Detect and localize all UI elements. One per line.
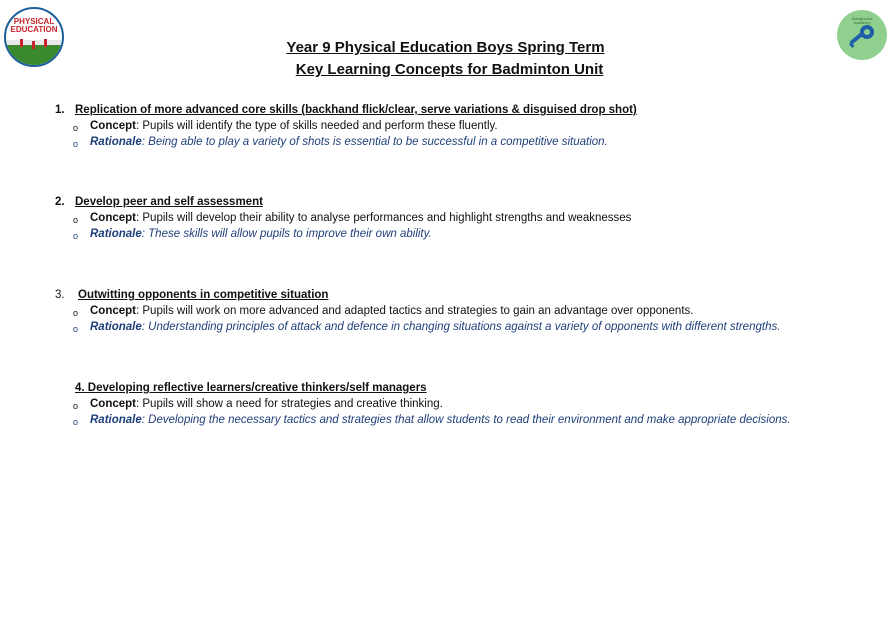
section-heading: Develop peer and self assessment bbox=[75, 196, 263, 208]
bullet-marker: o bbox=[73, 139, 79, 149]
bullet-marker: o bbox=[73, 123, 79, 133]
concept-label: Concept bbox=[90, 305, 136, 317]
concept-line bbox=[90, 305, 693, 317]
rationale-label: Rationale bbox=[90, 414, 142, 426]
bullet-marker: o bbox=[73, 308, 79, 318]
section-heading: Replication of more advanced core skills (backhand flick/clear, serve variations & disguised drop shot) bbox=[75, 104, 637, 116]
rationale-text: : Understanding principles of attack and defence in changing situations against a variety of opponents with different strengths. bbox=[141, 321, 781, 333]
rationale-line bbox=[90, 228, 432, 240]
concept-text: : Pupils will work on more advanced and adapted tactics and strategies to gain an advantage over opponents. bbox=[136, 305, 694, 317]
concept-line bbox=[90, 212, 631, 224]
bullet-marker: o bbox=[73, 215, 79, 225]
rationale-label: Rationale bbox=[90, 321, 142, 333]
bullet-marker: o bbox=[73, 324, 79, 334]
rationale-line bbox=[90, 136, 608, 148]
concept-label: Concept bbox=[90, 120, 136, 132]
section-number: 3. bbox=[55, 289, 65, 301]
bullet-marker: o bbox=[73, 417, 79, 427]
concept-line bbox=[90, 120, 498, 132]
logo-text: PHYSICAL EDUCATION bbox=[10, 17, 58, 34]
section-number: 1. bbox=[55, 104, 65, 116]
section-heading: 4. Developing reflective learners/creative thinkers/self managers bbox=[75, 382, 427, 394]
section-number: 2. bbox=[55, 196, 65, 208]
rationale-line bbox=[90, 321, 780, 333]
concept-text: : Pupils will develop their ability to analyse performances and highlight strengths and weaknesses bbox=[136, 212, 632, 224]
concept-text: : Pupils will show a need for strategies and creative thinking. bbox=[136, 398, 443, 410]
rationale-text: : Developing the necessary tactics and strategies that allow students to read their environment and make appropriate decisions. bbox=[141, 414, 791, 426]
page-subtitle: Key Learning Concepts for Badminton Unit bbox=[295, 61, 604, 78]
rationale-line bbox=[90, 414, 791, 426]
physical-education-logo bbox=[4, 7, 64, 67]
concept-text: : Pupils will identify the type of skills needed and perform these fluently. bbox=[136, 120, 498, 132]
rationale-text: : These skills will allow pupils to improve their own ability. bbox=[141, 228, 432, 240]
bullet-marker: o bbox=[73, 231, 79, 241]
concept-line bbox=[90, 398, 443, 410]
bullet-marker: o bbox=[73, 401, 79, 411]
rationale-label: Rationale bbox=[90, 136, 142, 148]
rationale-text: : Being able to play a variety of shots is essential to be successful in a competitive situation. bbox=[141, 136, 608, 148]
concept-label: Concept bbox=[90, 398, 136, 410]
page-title: Year 9 Physical Education Boys Spring Term bbox=[286, 39, 605, 56]
rationale-label: Rationale bbox=[90, 228, 142, 240]
section-heading: Outwitting opponents in competitive situation bbox=[78, 289, 329, 301]
school-logo-text: Stanground Academy bbox=[851, 16, 873, 25]
concept-label: Concept bbox=[90, 212, 136, 224]
